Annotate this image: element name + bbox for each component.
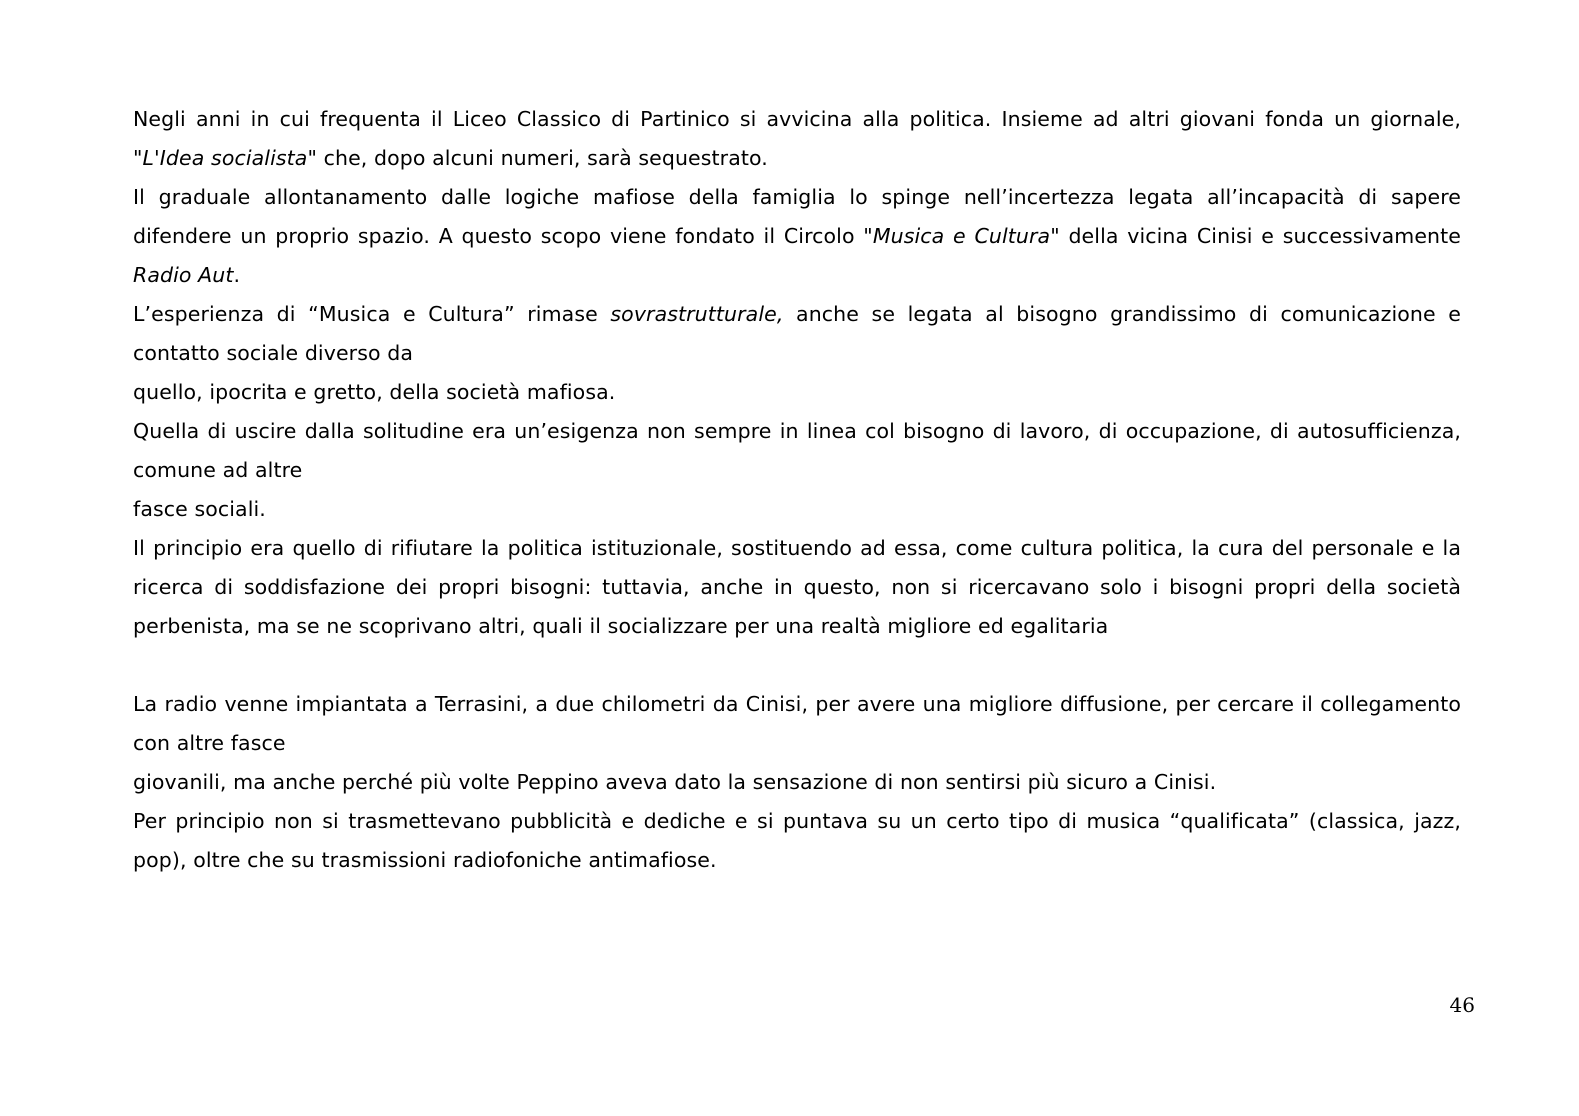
paragraph-text: Il graduale allontanamento dalle logiche mafiose della famiglia lo spinge nell’incertezza legata all’incapacità di sapere difendere un proprio spazio. A questo scopo viene fondato il Circolo " <box>133 185 1461 248</box>
paragraph-text: Negli anni in cui frequenta il Liceo Classico di Partinico si avvicina alla politica. Insieme ad altri giovani fonda un giornale, " <box>133 107 1461 170</box>
paragraph-liceo <box>133 100 1461 178</box>
circolo-name: Musica e Cultura <box>872 224 1051 248</box>
paragraph-text: " della vicina Cinisi e successivamente <box>1050 224 1462 248</box>
page-number: 46 <box>1449 993 1475 1017</box>
paragraph-societa: quello, ipocrita e gretto, della società mafiosa. <box>133 380 616 404</box>
paragraph-terrasini: La radio venne impiantata a Terrasini, a due chilometri da Cinisi, per avere una migliore diffusione, per cercare il collegamento con altre fasce <box>133 692 1461 755</box>
paragraph-text: " che, dopo alcuni numeri, sarà sequestrato. <box>307 146 768 170</box>
paragraph-esperienza <box>133 295 1461 373</box>
paragraph-giovanili: giovanili, ma anche perché più volte Peppino aveva dato la sensazione di non sentirsi più sicuro a Cinisi. <box>133 770 1217 794</box>
newspaper-title: L'Idea socialista <box>142 146 308 170</box>
paragraph-text: L’esperienza di “Musica e Cultura” rimase <box>133 302 611 326</box>
paragraph-musica: Per principio non si trasmettevano pubblicità e dediche e si puntava su un certo tipo di musica “qualificata” (classica, jazz, pop), oltre che su trasmissioni radiofoniche antimafiose. <box>133 809 1461 872</box>
radio-name: Radio Aut <box>133 263 234 287</box>
paragraph-solitudine: Quella di uscire dalla solitudine era un’esigenza non sempre in linea col bisogno di lavoro, di occupazione, di autosufficienza, comune ad altre <box>133 419 1461 482</box>
paragraph-text: anche se legata al bisogno grandissimo di comunicazione e contatto sociale diverso da <box>133 302 1461 365</box>
paragraph-text: . <box>233 263 241 287</box>
paragraph-spacer <box>133 646 1461 685</box>
emphasis-term: sovrastrutturale, <box>610 302 784 326</box>
paragraph-fasce: fasce sociali. <box>133 497 266 521</box>
paragraph-circolo <box>133 178 1461 295</box>
body-text <box>133 100 1461 880</box>
paragraph-principio: Il principio era quello di rifiutare la politica istituzionale, sostituendo ad essa, come cultura politica, la cura del personale e la ricerca di soddisfazione dei propri bisogni: tuttavia, anche in questo, non si ricercavano solo i bisogni propri della società perbenista, ma se ne scoprivano altri, quali il socializzare per una realtà migliore ed egalitaria <box>133 536 1461 638</box>
